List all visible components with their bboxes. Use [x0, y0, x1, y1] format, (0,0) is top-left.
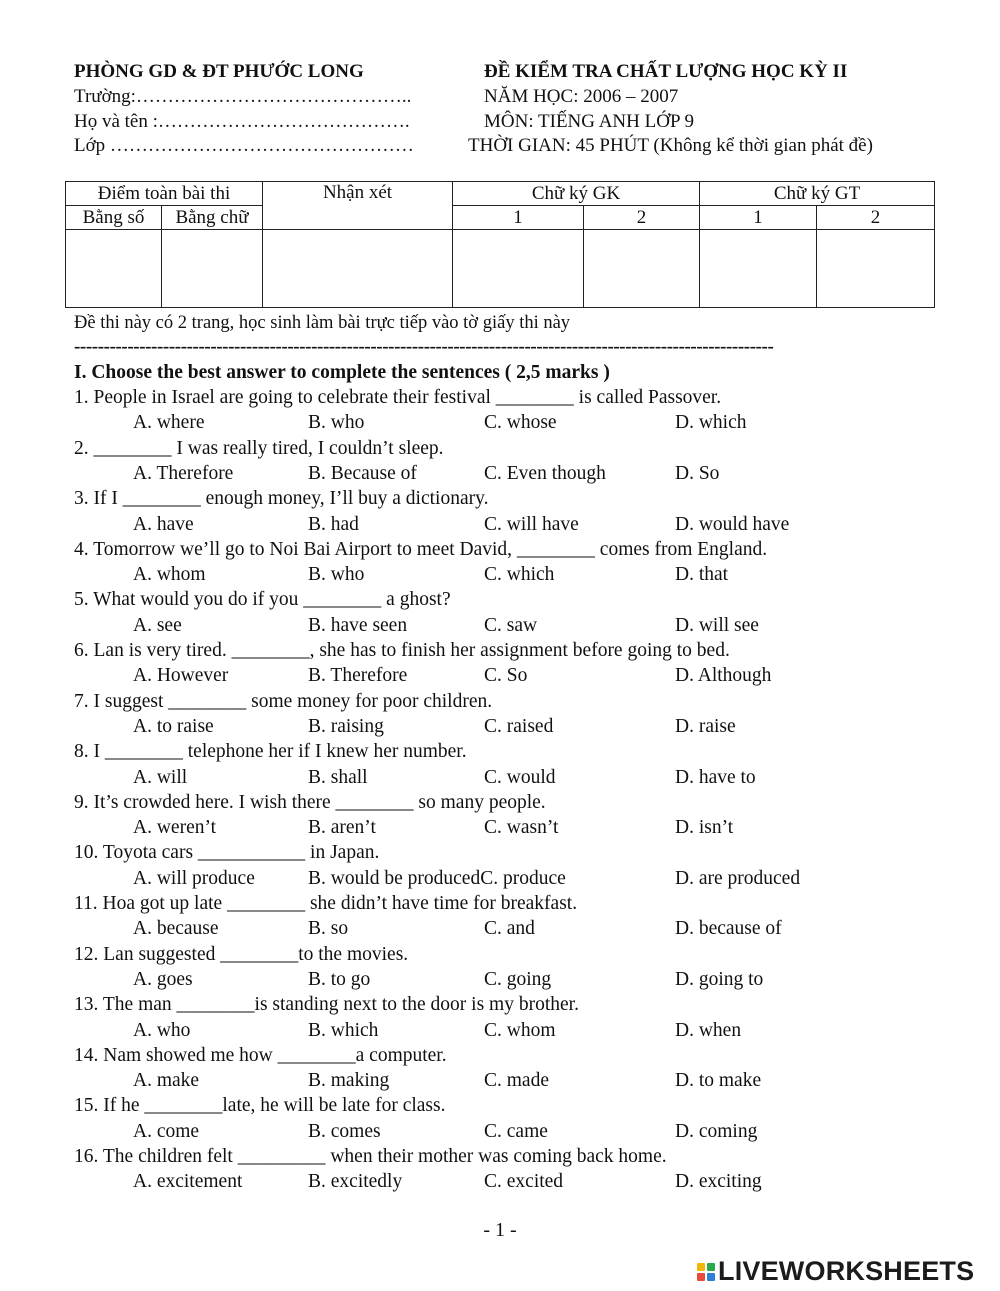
answer-option-d[interactable]: D. because of	[675, 918, 782, 940]
question-text: 2. ________ I was really tired, I couldn’t sleep.	[74, 437, 444, 459]
section-title: I. Choose the best answer to complete the sentences ( 2,5 marks )	[74, 362, 610, 383]
question-text: 16. The children felt _________ when their mother was coming back home.	[74, 1146, 667, 1167]
answer-option-a[interactable]: A. make	[133, 1070, 200, 1092]
answer-option-a[interactable]: A. because	[133, 918, 219, 940]
answer-option-c[interactable]: C. whose	[484, 412, 557, 434]
answer-option-c[interactable]: C. will have	[484, 513, 579, 535]
page-number: - 1 -	[483, 1219, 517, 1241]
score-in-words-cell[interactable]	[162, 230, 263, 308]
answer-option-b[interactable]: B. who	[308, 412, 365, 434]
proctor-2-cell[interactable]	[817, 230, 935, 308]
score-in-numbers-header: Bằng số	[66, 206, 162, 230]
exam-note: Đề thi này có 2 trang, học sinh làm bài trực tiếp vào tờ giấy thi này	[74, 313, 571, 333]
brand-square	[707, 1263, 715, 1271]
question-text: 14. Nam showed me how ________a computer.	[74, 1044, 447, 1066]
answer-option-c[interactable]: C. So	[484, 665, 528, 687]
answer-option-a[interactable]: A. will produce	[133, 867, 255, 889]
answer-option-c[interactable]: C. which	[484, 564, 555, 586]
name-field: Họ và tên :………………………………….	[74, 111, 410, 132]
proctor-2-header: 2	[817, 206, 935, 230]
answer-option-b[interactable]: B. would be producedC. produce	[308, 867, 566, 889]
answer-option-d[interactable]: D. So	[675, 462, 720, 484]
question-text: 8. I ________ telephone her if I knew her number.	[74, 741, 467, 763]
liveworksheets-logo	[697, 1256, 974, 1287]
question-text: 12. Lan suggested ________to the movies.	[74, 943, 409, 965]
answer-option-c[interactable]: C. made	[484, 1070, 549, 1092]
answer-option-d[interactable]: D. coming	[675, 1120, 758, 1142]
question-text: 6. Lan is very tired. ________, she has to finish her assignment before going to bed.	[74, 640, 730, 661]
department-name: PHÒNG GD & ĐT PHƯỚC LONG	[74, 61, 364, 82]
answer-option-b[interactable]: B. which	[308, 1019, 379, 1041]
score-in-numbers-cell[interactable]	[66, 230, 162, 308]
brand-square	[707, 1273, 715, 1281]
question-text: 3. If I ________ enough money, I’ll buy a dictionary.	[74, 488, 489, 510]
question-text: 15. If he ________late, he will be late for class.	[74, 1095, 446, 1117]
time-limit: THỜI GIAN: 45 PHÚT (Không kể thời gian phát đề)	[468, 135, 873, 156]
answer-option-d[interactable]: D. Although	[675, 665, 772, 687]
answer-option-a[interactable]: A. whom	[133, 564, 206, 586]
question-text: 1. People in Israel are going to celebrate their festival ________ is called Passover.	[74, 387, 722, 408]
answer-option-a[interactable]: A. to raise	[133, 715, 214, 737]
question-text: 5. What would you do if you ________ a ghost?	[74, 589, 451, 611]
answer-option-a[interactable]: A. goes	[133, 968, 193, 990]
answer-option-a[interactable]: A. However	[133, 665, 229, 687]
answer-option-a[interactable]: A. have	[133, 513, 194, 535]
answer-option-b[interactable]: B. Therefore	[308, 665, 408, 687]
answer-option-d[interactable]: D. are produced	[675, 867, 801, 889]
question-text: 7. I suggest ________ some money for poor children.	[74, 690, 493, 712]
answer-option-d[interactable]: D. raise	[675, 715, 736, 737]
brand-text: LIVEWORKSHEETS	[718, 1256, 975, 1286]
score-table	[65, 181, 935, 308]
question-text: 13. The man ________is standing next to the door is my brother.	[74, 994, 579, 1016]
school-year: NĂM HỌC: 2006 – 2007	[484, 86, 679, 107]
examiner-2-header: 2	[584, 206, 700, 230]
answer-option-b[interactable]: B. have seen	[308, 614, 408, 636]
answer-option-b[interactable]: B. excitedly	[308, 1171, 403, 1193]
examiner-2-cell[interactable]	[584, 230, 700, 308]
brand-square	[697, 1263, 705, 1271]
answer-option-a[interactable]: A. who	[133, 1019, 191, 1041]
answer-option-b[interactable]: B. shall	[308, 766, 368, 788]
proctor-signature-header: Chữ ký GT	[700, 182, 935, 206]
question-text: 9. It’s crowded here. I wish there ________ so many people.	[74, 791, 546, 813]
answer-option-c[interactable]: C. whom	[484, 1019, 556, 1041]
answer-option-b[interactable]: B. to go	[308, 968, 371, 990]
answer-option-d[interactable]: D. to make	[675, 1070, 762, 1092]
answer-option-d[interactable]: D. when	[675, 1019, 742, 1041]
dashed-divider: ----------------------------------------------------------------------------------------------------------------------	[74, 336, 774, 357]
answer-option-c[interactable]: C. came	[484, 1120, 548, 1142]
answer-option-a[interactable]: A. see	[133, 614, 182, 636]
answer-option-b[interactable]: B. Because of	[308, 462, 417, 484]
class-field: Lớp …………………………………………	[74, 135, 414, 156]
answer-option-c[interactable]: C. going	[484, 968, 552, 990]
score-header: Điểm toàn bài thi	[66, 182, 263, 206]
answer-option-d[interactable]: D. isn’t	[675, 817, 734, 839]
brand-grid-icon	[697, 1263, 715, 1281]
exam-title: ĐỀ KIỂM TRA CHẤT LƯỢNG HỌC KỲ II	[484, 61, 848, 82]
answer-option-c[interactable]: C. saw	[484, 614, 538, 636]
answer-option-d[interactable]: D. have to	[675, 766, 756, 788]
question-text: 4. Tomorrow we’ll go to Noi Bai Airport to meet David, ________ comes from England.	[74, 538, 768, 560]
answer-option-b[interactable]: B. making	[308, 1070, 390, 1092]
answer-option-b[interactable]: B. aren’t	[308, 817, 376, 839]
answer-option-d[interactable]: D. which	[675, 412, 747, 434]
answer-option-b[interactable]: B. had	[308, 513, 359, 535]
answer-option-c[interactable]: C. and	[484, 918, 535, 940]
answer-option-d[interactable]: D. would have	[675, 513, 790, 535]
school-field: Trường:……………………………………..	[74, 86, 412, 107]
answer-option-b[interactable]: B. so	[308, 918, 349, 940]
answer-option-d[interactable]: D. going to	[675, 968, 764, 990]
answer-option-b[interactable]: B. who	[308, 564, 365, 586]
answer-option-a[interactable]: A. come	[133, 1120, 200, 1142]
examiner-1-header: 1	[453, 206, 584, 230]
answer-option-a[interactable]: A. where	[133, 412, 205, 434]
answer-option-d[interactable]: D. exciting	[675, 1171, 762, 1193]
subject: MÔN: TIẾNG ANH LỚP 9	[484, 111, 695, 132]
answer-option-d[interactable]: D. will see	[675, 614, 759, 636]
score-in-words-header: Bằng chữ	[162, 206, 263, 230]
answer-option-c[interactable]: C. excited	[484, 1171, 564, 1193]
answer-option-d[interactable]: D. that	[675, 564, 729, 586]
answer-option-c[interactable]: C. raised	[484, 715, 554, 737]
examiner-signature-header: Chữ ký GK	[453, 182, 700, 206]
comment-cell[interactable]	[263, 230, 453, 308]
answer-option-b[interactable]: B. raising	[308, 715, 384, 737]
proctor-1-header: 1	[700, 206, 817, 230]
brand-square	[697, 1273, 705, 1281]
answer-option-a[interactable]: A. will	[133, 766, 188, 788]
answer-option-c[interactable]: C. Even though	[484, 462, 606, 484]
comment-header: Nhận xét	[263, 182, 453, 230]
proctor-1-cell[interactable]	[700, 230, 817, 308]
question-text: 10. Toyota cars ___________ in Japan.	[74, 842, 380, 864]
answer-option-b[interactable]: B. comes	[308, 1120, 381, 1142]
answer-option-a[interactable]: A. Therefore	[133, 462, 234, 484]
answer-option-a[interactable]: A. weren’t	[133, 817, 217, 839]
examiner-1-cell[interactable]	[453, 230, 584, 308]
answer-option-c[interactable]: C. wasn’t	[484, 817, 559, 839]
question-text: 11. Hoa got up late ________ she didn’t have time for breakfast.	[74, 893, 578, 914]
answer-option-c[interactable]: C. would	[484, 766, 556, 788]
answer-option-a[interactable]: A. excitement	[133, 1171, 243, 1193]
